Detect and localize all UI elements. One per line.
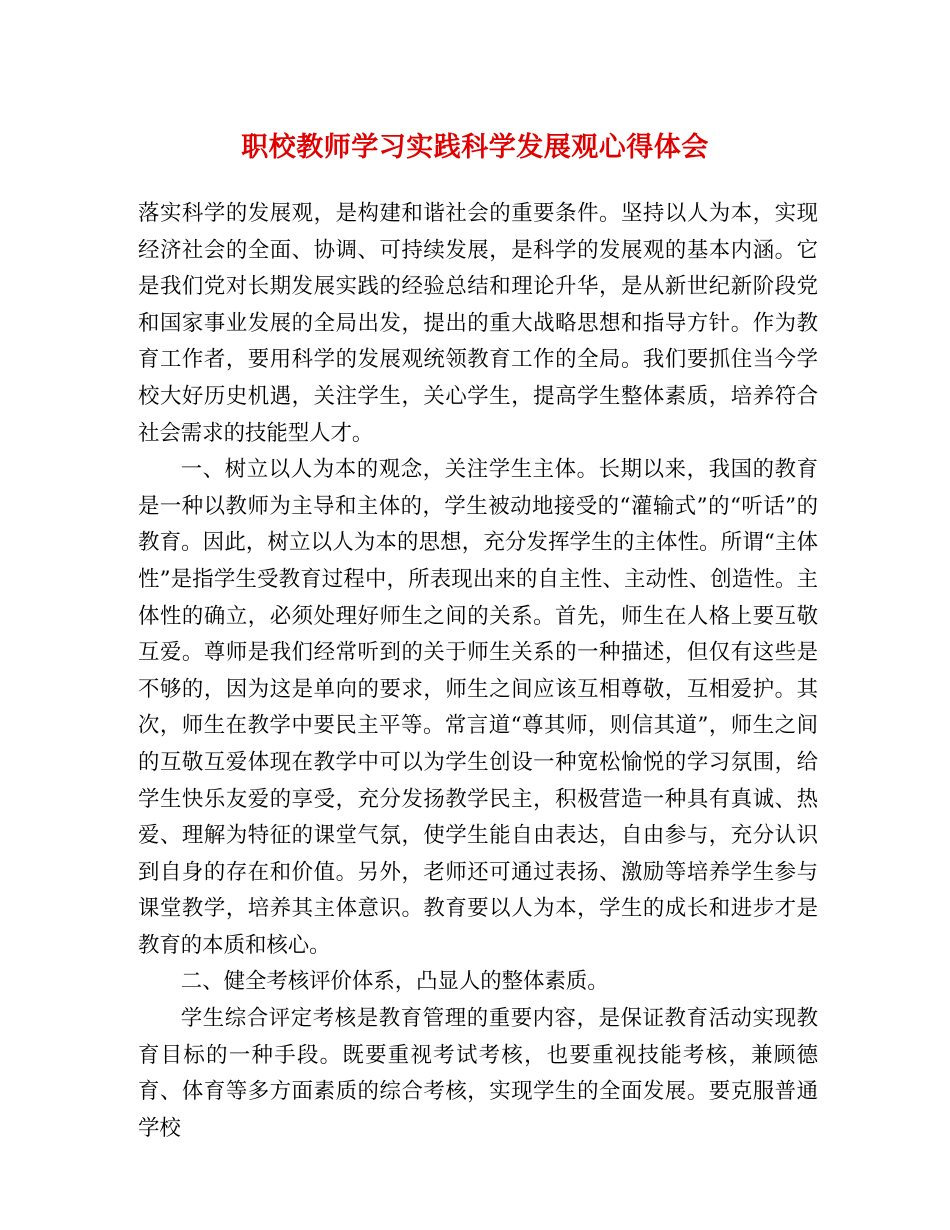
paragraph-section-two: 学生综合评定考核是教育管理的重要内容，是保证教育活动实现教育目标的一种手段。既要重视考试考核，也要重视技能考核，兼顾德育、体育等多方面素质的综合考核，实现学生的全面发展。要克服普通学校: [138, 1006, 818, 1141]
paragraph-intro: 落实科学的发展观，是构建和谐社会的重要条件。坚持以人为本，实现经济社会的全面、协调、可持续发展，是科学的发展观的基本内涵。它是我们党对长期发展实践的经验总结和理论升华，是从新世纪新阶段党和国家事业发展的全局出发，提出的重大战略思想和指导方针。作为教育工作者，要用科学的发展观统领教育工作的全局。我们要抓住当今学校大好历史机遇，关注学生，关心学生，提高学生整体素质，培养符合社会需求的技能型人才。: [138, 201, 818, 446]
paragraph-section-one: 一、树立以人为本的观念，关注学生主体。长期以来，我国的教育是一种以教师为主导和主体的，学生被动地接受的“灌输式”的“听话”的教育。因此，树立以人为本的思想，充分发挥学生的主体性。所谓“主体性”是指学生受教育过程中，所表现出来的自主性、主动性、创造性。主体性的确立，必须处理好师生之间的关系。首先，师生在人格上要互敬互爱。尊师是我们经常听到的关于师生关系的一种描述，但仅有这些是不够的，因为这是单向的要求，师生之间应该互相尊敬，互相爱护。其次，师生在教学中要民主平等。常言道“尊其师，则信其道”，师生之间的互敬互爱体现在教学中可以为学生创设一种宽松愉悦的学习氛围，给学生快乐友爱的享受，充分发扬教学民主，积极营造一种具有真诚、热爱、理解为特征的课堂气氛，使学生能自由表达，自由参与，充分认识到自身的存在和价值。另外，老师还可通过表扬、激励等培养学生参与课堂教学，培养其主体意识。教育要以人为本，学生的成长和进步才是教育的本质和核心。: [138, 457, 818, 958]
document-body: [138, 196, 818, 1147]
document-title: 职校教师学习实践科学发展观心得体会: [241, 132, 709, 163]
section-heading-two: 二、健全考核评价体系，凸显人的整体素质。: [180, 969, 609, 995]
